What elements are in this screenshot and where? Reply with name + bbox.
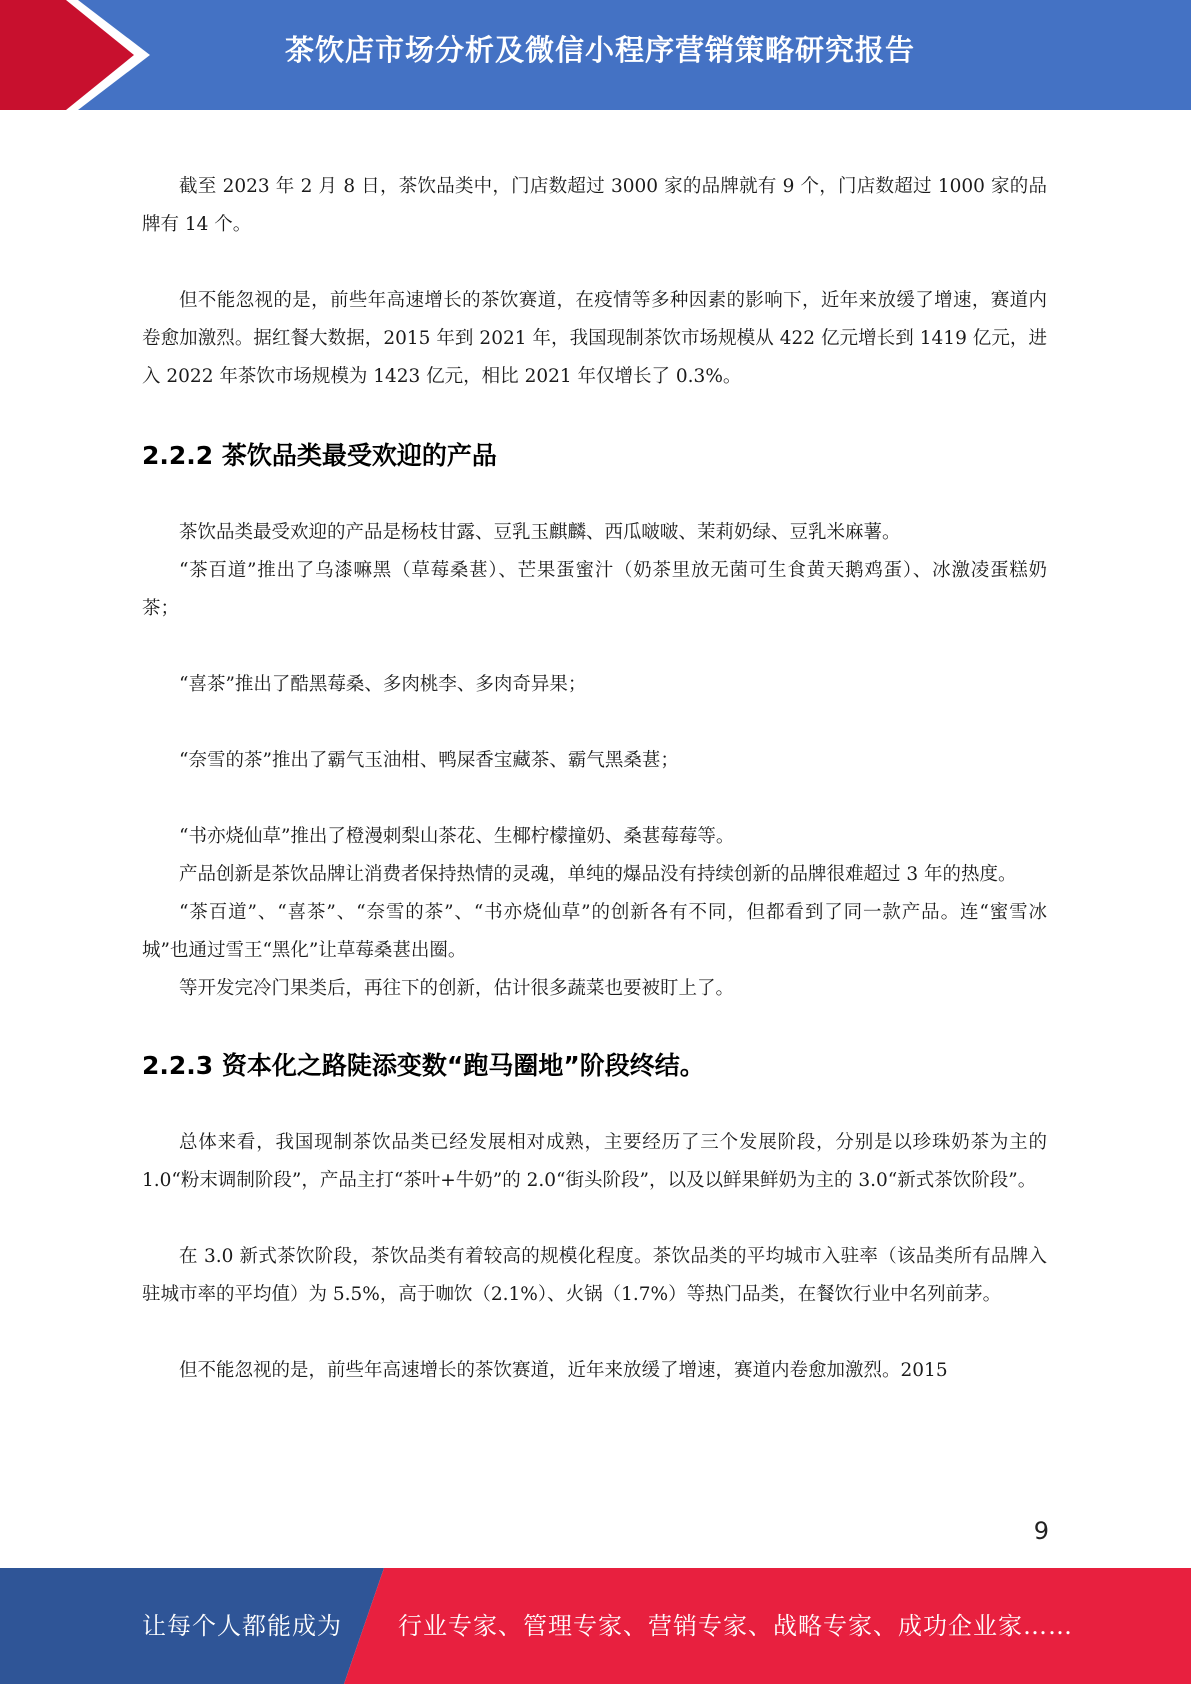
paragraph: 但不能忽视的是，前些年高速增长的茶饮赛道，在疫情等多种因素的影响下，近年来放缓了增速，赛道内卷愈加激烈。据红餐大数据，2015 年到 2021 年，我国现制茶饮市场规模从 422 亿元增长到 1419 亿元，进入 2022 年茶饮市场规模为 1423 亿元，相比 2021 年仅增长了 0.3%。 [142,290,1047,387]
paragraph: 产品创新是茶饮品牌让消费者保持热情的灵魂，单纯的爆品没有持续创新的品牌很难超过 3 年的热度。 [179,864,1017,885]
paragraph: 总体来看，我国现制茶饮品类已经发展相对成熟，主要经历了三个发展阶段，分别是以珍珠奶茶为主的 1.0“粉末调制阶段”，产品主打“茶叶+牛奶”的 2.0“街头阶段”，以及以鲜果鲜奶为主的 3.0“新式茶饮阶段”。 [142,1132,1047,1191]
page-footer [0,1568,1191,1684]
paragraph: “茶百道”、“喜茶”、“奈雪的茶”、“书亦烧仙草”的创新各有不同，但都看到了同一款产品。连“蜜雪冰城”也通过雪王“黑化”让草莓桑葚出圈。 [142,902,1047,961]
paragraph: “茶百道”推出了乌漆嘛黑（草莓桑葚）、芒果蛋蜜汁（奶茶里放无菌可生食黄天鹅鸡蛋）、冰激凌蛋糕奶茶； [142,560,1047,619]
paragraph: 等开发完冷门果类后，再往下的创新，估计很多蔬菜也要被盯上了。 [179,978,735,999]
page-content [142,168,1047,1390]
footer-slogan-left: 让每个人都能成为 [142,1612,342,1640]
paragraph: 但不能忽视的是，前些年高速增长的茶饮赛道，近年来放缓了增速，赛道内卷愈加激烈。2015 [179,1360,948,1381]
report-title: 茶饮店市场分析及微信小程序营销策略研究报告 [284,33,915,67]
paragraph: 在 3.0 新式茶饮阶段，茶饮品类有着较高的规模化程度。茶饮品类的平均城市入驻率（该品类所有品牌入驻城市率的平均值）为 5.5%，高于咖饮（2.1%）、火锅（1.7%）等热门品类，在餐饮行业中名列前茅。 [142,1246,1047,1305]
footer-slogan-right: 行业专家、管理专家、营销专家、战略专家、成功企业家…… [398,1612,1073,1640]
paragraph: “奈雪的茶”推出了霸气玉油柑、鸭屎香宝藏茶、霸气黑桑葚； [179,750,679,771]
paragraph: “喜茶”推出了酷黑莓桑、多肉桃李、多肉奇异果； [179,674,587,695]
page-header [0,0,1191,110]
section-heading-2-2-2: 2.2.2 茶饮品类最受欢迎的产品 [142,441,497,470]
paragraph: 截至 2023 年 2 月 8 日，茶饮品类中，门店数超过 3000 家的品牌就有 9 个，门店数超过 1000 家的品牌有 14 个。 [142,176,1047,235]
paragraph: “书亦烧仙草”推出了橙漫刺梨山茶花、生椰柠檬撞奶、桑葚莓莓等。 [179,826,735,847]
paragraph: 茶饮品类最受欢迎的产品是杨枝甘露、豆乳玉麒麟、西瓜啵啵、茉莉奶绿、豆乳米麻薯。 [179,522,901,543]
page-number: 9 [1033,1517,1049,1545]
section-heading-2-2-3: 2.2.3 资本化之路陡添变数“跑马圈地”阶段终结。 [142,1051,705,1080]
